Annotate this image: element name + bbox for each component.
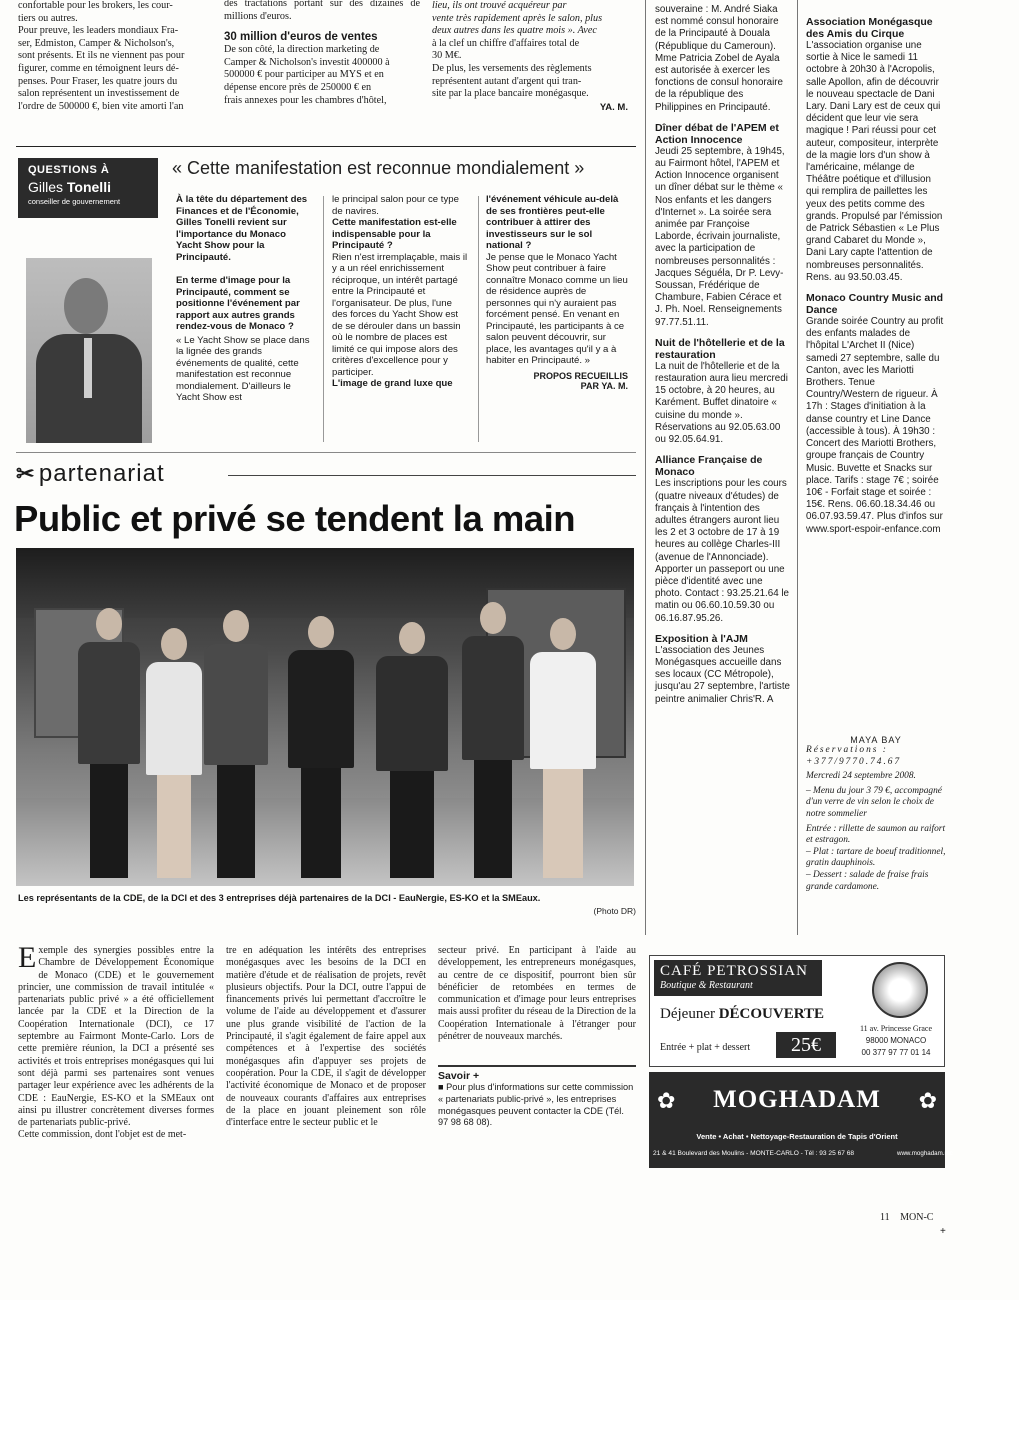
savoir-rule [438, 1065, 636, 1067]
col1-line: Pour preuve, les leaders mondiaux Fra- [18, 25, 179, 37]
col1-line: figurer, comme en témoignent leurs dé- [18, 62, 179, 74]
agenda-column-1 [655, 4, 791, 714]
paper-name: MON-C [900, 1212, 934, 1223]
agenda-item-title: Exposition à l'AJM [655, 632, 748, 645]
question-3-start: L'image de grand luxe que [332, 378, 453, 389]
rubric-label: partenariat [38, 460, 165, 487]
person-head [96, 608, 122, 640]
person-legs [474, 760, 511, 878]
agenda-item-title: Nuit de l'hôtellerie et de la restauration [655, 336, 785, 361]
moghadam-site: www.moghadam.mc [897, 1150, 953, 1157]
agenda-item [655, 122, 791, 329]
photo-person [530, 618, 596, 878]
person-legs [543, 769, 583, 878]
col2-top-text: des tractations portant sur des dizaines de millions d'euros. [224, 0, 420, 22]
petrossian-address: 11 av. Princesse Grace [859, 1024, 933, 1033]
menu-reservations: Réservations : +377/9770.74.67 [806, 745, 902, 767]
petrossian-name: CAFÉ PETROSSIAN [660, 963, 808, 979]
interviewee-first: Gilles [28, 179, 64, 195]
interview-headline: « Cette manifestation est reconnue mondialement » [172, 158, 585, 178]
person-body [204, 644, 268, 765]
top-article-col2 [224, 0, 420, 107]
petrossian-emblem [872, 962, 928, 1018]
col2-line: frais annexes pour les chambres d'hôtel, [224, 94, 387, 106]
main-headline: Public et privé se tendent la main [14, 498, 576, 539]
interview-badge [18, 158, 158, 218]
article-body-col2 [226, 945, 426, 1129]
col1-line: sont présents. Et ils ne viennent pas pour [18, 50, 185, 62]
agenda-item-text: Jeudi 25 septembre, à 19h45, au Fairmont hôtel, l'APEM et Action Innocence organisent un dîner débat sur le thème « Nos enfants et les dangers d'Internet ». La soirée sera animée par Françoise Laborde, écrivain journaliste, avec la participation de nombreuses personnalités : Jacques Séguéla, Dr P. Levy-Soussan, Frédérique de Chambure, Fabien Cérace et J. Ph. Noel. Renseignements 97.77.51.11. [655, 145, 785, 328]
person-legs [301, 768, 341, 878]
col1-line: l'ordre de 500000 €, bien vite amorti l'an [18, 100, 184, 112]
moghadam-address: 21 & 41 Boulevard des Moulins - MONTE-CARLO - Tél : 93 25 67 68 [653, 1150, 855, 1157]
petrossian-detail: Entrée + plat + dessert [660, 1042, 751, 1053]
col3-signature: YA. M. [599, 101, 628, 113]
col1-line: salon représentent un investissement de [18, 88, 180, 100]
col2-line: dépense encore près de 250000 € en [224, 81, 372, 93]
col2-line: De son côté, la direction marketing de [224, 44, 380, 56]
agenda-item-text: souveraine : M. André Siaka est nommé consul honoraire de la Principauté à Douala (République du Cameroun). Mme Patricia Zobel de Ayala est autorisée à exercer les fonctions de consul honoraire de la république des Philippines en Principauté. [655, 4, 783, 113]
agenda-item [655, 337, 791, 446]
answer-1-continued: le principal salon pour ce type de navires. [332, 194, 459, 217]
person-head [550, 618, 576, 650]
col1-line: tiers ou autres. [18, 12, 78, 24]
col2-body [224, 44, 420, 107]
answer-2: Rien n'est irremplaçable, mais il y a un réel enrichissement réciproque, un intérêt partagé entre la Principauté et l'organisateur. De plus, l'une des forces du Yacht Show est de se dérouler dans un bassin où le nombre de places est limité ce qui impose alors des critères d'excellence pour y participer. [332, 251, 468, 378]
interviewee-name [28, 179, 148, 195]
savoir-text: ■ Pour plus d'informations sur cette commission « partenariats public-privé », les entreprises monégasques peuvent contacter la CDE (Tél. 97 98 68 08). [438, 1082, 634, 1128]
offer-part-2: DÉCOUVERTE [718, 1006, 825, 1022]
col1-line: penses. Pour Fraser, les quatre jours du [18, 75, 178, 87]
col3-body [432, 0, 628, 101]
crop-mark: + [940, 1226, 946, 1237]
petrossian-banner [654, 960, 822, 996]
agenda-item-title: Alliance Française de Monaco [655, 454, 763, 479]
agenda-column-2 [806, 16, 944, 544]
col3-line: vente très rapidement après le salon, plus [432, 12, 603, 24]
top-article-col3 [432, 0, 628, 113]
drop-cap: E [18, 941, 37, 974]
moghadam-name: MOGHADAM [713, 1086, 881, 1113]
portrait-head [64, 278, 108, 334]
answer-3: Je pense que le Monaco Yacht Show peut contribuer à faire connaître Monaco comme un lieu de résidence auprès de personnes qui n'y auraient pas forcément pensé. En venant en Principauté, les participants à ce salon peuvent découvrir, sur place, les avantages qu'il y a à habiter en Principauté. » [486, 251, 628, 366]
photo-person [78, 608, 140, 878]
person-head [399, 622, 425, 654]
question-1: En terme d'image pour la Principauté, comment se positionne l'événement par rapport aux autres grands rendez-vous de Monaco ? [176, 275, 300, 332]
article-body-col1 [18, 941, 214, 1142]
interviewee-role: conseiller de gouvernement [28, 197, 121, 206]
interview-bottom-rule [16, 452, 636, 453]
person-body [78, 642, 140, 764]
person-body [288, 650, 354, 768]
person-legs [217, 765, 255, 878]
photo-caption: Les représentants de la CDE, de la DCI et des 3 entreprises déjà partenaires de la DCI - EauNergie, ES-KO et la SMEaux. [18, 893, 541, 903]
person-body [146, 662, 202, 775]
petrossian-price: 25€ [776, 1032, 836, 1058]
agenda-item [655, 633, 791, 706]
offer-part-1: Déjeuner [660, 1006, 715, 1022]
agenda-item-text: Grande soirée Country au profit des enfants malades de l'hôpital L'Archet II (Nice) samedi 27 septembre, salle du Canton, avec les Mariotti Brothers. Tenue Country/Western de rigueur. À 17h : Stages d'initiation à la danse country et Line Dance (accessible à tous). À 19h30 : Concert des Mariotti Brothers, groupe français de Country Music. Buvette et Snacks sur place. Tarifs : stage 7€ ; soirée 10€ - Forfait stage et soirée : 15€. Rens. 06.60.18.34.46 ou 06.07.93.59.47. Plus d'infos sur www.sport-espoir-enfance.com [806, 316, 944, 535]
folio: 11 [880, 1212, 890, 1223]
col3-line: 30 M€. [432, 50, 462, 62]
moghadam-ornament-left: ✿ [657, 1088, 676, 1113]
person-body [530, 652, 596, 769]
body-col2-text: tre en adéquation les intérêts des entreprises monégasques avec les besoins de la DCI en matière d'étude et de réalisation de projets, revêt plusieurs objectifs. Pour la DCI, outre l'appui de financements privés lui permettant d'accroître le volume de l'aide au développement et d'assurer une plus grande visibilité de l'action de la Principauté, il s'agit également de faire appel aux compétences et à l'expertise des sociétés monégasques afin d'appuyer ses projets de coopération. Pour la CDE, il s'agit de développer l'activité économique de Monaco et de proposer de nouveaux courants d'affaires aux entreprises de la place en jouant pleinement son rôle d'interface entre le secteur public et le [226, 945, 426, 1129]
person-head [223, 610, 249, 642]
col3-line: à la clef un chiffre d'affaires total de [432, 37, 580, 49]
col2-line: Camper & Nicholson's investit 400000 à [224, 56, 390, 68]
body-col3-text: secteur privé. En participant à l'aide au développement, les entrepreneurs monégasques, au centre de ce dispositif, pourront bien sûr bénéficier de retombées en termes de communication et d'image pour leurs entreprises mais aussi profiter du réseau de la Direction de la Coopération Internationale à l'étranger pour pénétrer de nouveaux marchés. [438, 945, 636, 1043]
col2-line: 500000 € pour participer au MYS et en [224, 69, 384, 81]
interview-divider-2 [478, 196, 479, 442]
agenda-item-text: La nuit de l'hôtellerie et de la restauration aura lieu mercredi 15 octobre, à 20 heures, au Karément. Buffet dinatoire « cuisine du monde ». Réservations au 92.05.63.00 ou 92.05.64.91. [655, 360, 788, 446]
body-col1-text [18, 941, 214, 1129]
person-body [376, 656, 448, 771]
top-article-col1 [18, 0, 214, 113]
menu-item-4: – Dessert : salade de fraise frais grande cardamone. [806, 869, 929, 892]
photo-person [462, 602, 524, 878]
interview-credit-1: PROPOS RECUEILLIS [533, 370, 628, 381]
petrossian-offer [660, 1006, 830, 1023]
col1-line: ser, Edmiston, Camper & Nicholson's, [18, 37, 175, 49]
col3-line: site par la place bancaire monégasque. [432, 88, 589, 100]
agenda-item [655, 454, 791, 624]
menu-item-2: Entrée : rillette de saumon au raifort et estragon. [806, 823, 946, 846]
person-body [462, 636, 524, 760]
answer-1: « Le Yacht Show se place dans la lignée des grands événements de qualité, cette manifestation est reconnue mondialement. D'ailleurs le Yacht Show est [176, 334, 310, 403]
body-col1-end: Cette commission, dont l'objet est de met- [18, 1129, 187, 1141]
article-body-col3 [438, 945, 636, 1129]
rubric-rule [228, 475, 636, 476]
menu-date: Mercredi 24 septembre 2008. [806, 771, 916, 782]
interview-col2 [332, 194, 470, 390]
menu-item-1: – Menu du jour 3 79 €, accompagné d'un verre de vin selon le choix de notre sommelier [806, 785, 942, 819]
col2-heading: 30 million d'euros de ventes [224, 31, 378, 44]
petrossian-phone: 00 377 97 77 01 14 [861, 1048, 931, 1057]
moghadam-tagline: Vente • Achat • Nettoyage-Restauration de Tapis d'Orient [696, 1132, 898, 1141]
person-head [480, 602, 506, 634]
interview-credit-2: PAR YA. M. [580, 380, 628, 391]
interview-divider-1 [323, 196, 324, 442]
menu-venue: MAYA BAY [850, 735, 902, 745]
agenda-item-text: Les inscriptions pour les cours (quatre niveaux d'études) de français à l'intention des adultes étrangers auront lieu les 2 et 3 octobre de 17 à 19 heures au collège Charles-III (avenue de l'Annonciade). Apporter un passeport ou une pièce d'identité avec une photo. Contact : 93.25.21.64 le matin ou 06.60.10.59.30 ou 06.16.87.95.26. [655, 478, 789, 624]
agenda-item [655, 4, 791, 114]
question-2: Cette manifestation est-elle indispensable pour la Principauté ? [332, 217, 457, 251]
page-footer [880, 1212, 960, 1223]
ad-moghadam [649, 1072, 953, 1168]
col1-line: confortable pour les brokers, les cour- [18, 0, 173, 11]
col3-line: De plus, les versements des règlements [432, 62, 592, 74]
rubric [16, 460, 636, 490]
moghadam-ornament-right: ✿ [918, 1088, 937, 1113]
person-head [161, 628, 187, 660]
agenda-divider-mid [797, 0, 798, 935]
photo-person [204, 610, 268, 878]
agenda-item [806, 16, 944, 284]
col3-line: représentent autant d'argent qui tran- [432, 75, 582, 87]
person-legs [90, 764, 127, 879]
person-legs [157, 775, 191, 879]
interview-intro: À la tête du département des Finances et de l'Économie, Gilles Tonelli revient sur l'importance du Monaco Yacht Show pour la Principauté. [176, 194, 308, 263]
agenda-item-text: L'association des Jeunes Monégasques accueille dans ses locaux (CC Métropole), jusqu'au 27 septembre, l'artiste peintre animalier Chris'R. A [655, 644, 790, 705]
portrait-tie [84, 338, 92, 398]
petrossian-city: 98000 MONACO [865, 1036, 927, 1045]
interviewee-last: Tonelli [66, 179, 111, 195]
agenda-item-title: Association Monégasque des Amis du Cirque [806, 16, 933, 40]
petrossian-subtitle: Boutique & Restaurant [660, 980, 753, 991]
interviewee-portrait [26, 258, 152, 443]
agenda-divider-left [645, 0, 646, 935]
agenda-item [806, 292, 944, 536]
interview-col3 [486, 194, 628, 391]
interview-col1 [176, 194, 314, 404]
badge-title: QUESTIONS À [28, 164, 110, 176]
scan-margin [0, 1300, 1019, 1440]
agenda-item-title: Dîner débat de l'APEM et Action Innocence [655, 121, 779, 146]
col3-line: deux autres dans les quatre mois ». Avec [432, 25, 597, 37]
photo-credit: (Photo DR) [593, 906, 636, 916]
question-3: l'événement véhicule au-delà de ses frontières peut-elle contribuer à attirer des investisseurs sur le sol national ? [486, 194, 619, 251]
savoir-title: Savoir + [438, 1070, 480, 1083]
ad-petrossian [649, 955, 945, 1067]
agenda-item-text: L'association organise une sortie à Nice le samedi 11 octobre à 20h30 à l'Acropolis, salle Apollon, afin de découvrir le nouveau spectacle de Dani Lary. Dani Lary est de ceux qui décident que leur vie sera magique ! Pari réussi pour cet auteur, compositeur, interprète de la magie lors d'un show à l'américaine, mélange de Théâtre poétique et d'illusion qui remplira de paillettes les yeux des petits comme des grands. Propulsé par l'émission de Patrick Sébastien « Le Plus grand Cabaret du Monde », Dani Lary capte l'attention de nombreuses personnalités. Rens. au 93.50.03.45. [806, 40, 943, 283]
agenda-item-title: Monaco Country Music and Dance [806, 292, 944, 317]
group-photo [16, 548, 634, 886]
rubric-icon: ✂ [16, 461, 35, 486]
menu-ad [806, 735, 946, 893]
interview-top-rule [16, 146, 636, 147]
person-head [308, 616, 334, 648]
person-legs [390, 771, 433, 878]
photo-person [376, 622, 448, 878]
photo-person [146, 628, 202, 878]
col3-line: lieu, ils ont trouvé acquéreur par [432, 0, 567, 11]
menu-item-3: – Plat : tartare de boeuf traditionnel, gratin dauphinois. [806, 846, 946, 869]
photo-person [288, 616, 354, 878]
body-col1-main: xemple des synergies possibles entre la Chambre de Développement Économique de Monaco (CDE) et le gouvernement princier, une commission de travail intitulée « partenariats public privé » a été officiellement lancée par la CDE et la Direction de la Coopération Internationale (DCI), ce 17 septembre au Fairmont Monte-Carlo. Lors de cette première réunion, la DCI a présenté ses activités et trois entreprises monégasques qui lui sont déjà parmi ses partenaires sont venues partager leur expérience avec les adhérents de la CDE : EauNergie, ES-KO et la SMEaux ont ainsi pu illustrer concrètement diverses formes de partenariats public-privé. [18, 945, 214, 1129]
